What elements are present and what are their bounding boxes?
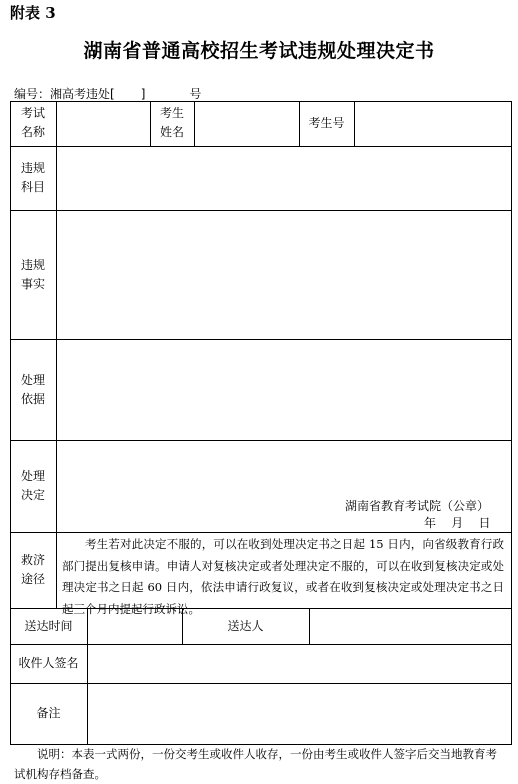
label-line: 救济 <box>20 553 45 567</box>
label-line: 名称 <box>20 125 45 139</box>
cell-divider <box>354 101 355 146</box>
footnote: 说明：本表一式两份，一份交考生或收件人收存，一份由考生或收件人签字后交当地教育考试机构存档备查。 <box>14 747 497 781</box>
label-line: 事实 <box>20 277 45 291</box>
table-border-top <box>10 101 512 102</box>
row-divider <box>10 146 512 147</box>
row-divider <box>10 339 512 340</box>
number-prefix: 编号：湘高考违处[ <box>14 87 115 101</box>
page-title: 湖南省普通高校招生考试违规处理决定书 <box>83 40 435 62</box>
candidate-name-label <box>150 104 194 142</box>
decision-label <box>10 467 56 505</box>
cell-divider <box>87 608 88 744</box>
row-divider <box>10 683 512 684</box>
remedy-label <box>10 551 56 589</box>
row-divider <box>10 210 512 211</box>
delivery-time-label: 送达时间 <box>24 619 73 633</box>
delivery-person-label: 送达人 <box>227 619 264 633</box>
label-column-divider <box>56 101 57 608</box>
document-number-line <box>14 85 201 102</box>
label-line: 考生 <box>159 106 184 120</box>
label-line: 途径 <box>20 572 45 586</box>
remarks-label: 备注 <box>36 706 61 720</box>
exam-name-label <box>10 104 56 142</box>
remedy-text: 考生若对此决定不服的，可以在收到处理决定书之日起 15 日内，向省级教育行政部门提出复核申请。申请人对复核决定或者处理决定不服的，可以在收到复核决定或处理决定书之日起 60 日内，依法申请行政复议，或者在收到复核决定或处理决定书之日起三个月内提起行政诉讼。 <box>62 537 504 616</box>
basis-label <box>10 371 56 409</box>
violation-facts-label <box>10 256 56 294</box>
label-line: 违规 <box>20 258 45 272</box>
label-line: 考试 <box>20 106 45 120</box>
label-line: 违规 <box>20 161 45 175</box>
label-line: 决定 <box>20 488 45 502</box>
violation-subject-label <box>10 159 56 197</box>
label-line: 科目 <box>20 180 45 194</box>
row-divider <box>10 532 512 533</box>
number-bracket-close: ] <box>140 87 146 101</box>
cell-divider <box>194 101 195 146</box>
table-border-right <box>511 101 512 744</box>
label-line: 处理 <box>20 469 45 483</box>
appendix-number: 附表 3 <box>10 4 56 22</box>
decision-date: 年 月 日 <box>424 516 491 530</box>
table-border-left <box>10 101 11 744</box>
number-suffix: 号 <box>189 87 202 101</box>
candidate-number-label: 考生号 <box>308 116 345 130</box>
label-line: 姓名 <box>159 125 184 139</box>
recipient-signature-label: 收件人签名 <box>18 656 79 670</box>
row-divider <box>10 440 512 441</box>
label-line: 处理 <box>20 373 45 387</box>
row-divider <box>10 644 512 645</box>
issuer-seal-text: 湖南省教育考试院（公章） <box>345 499 490 513</box>
label-line: 依据 <box>20 392 45 406</box>
